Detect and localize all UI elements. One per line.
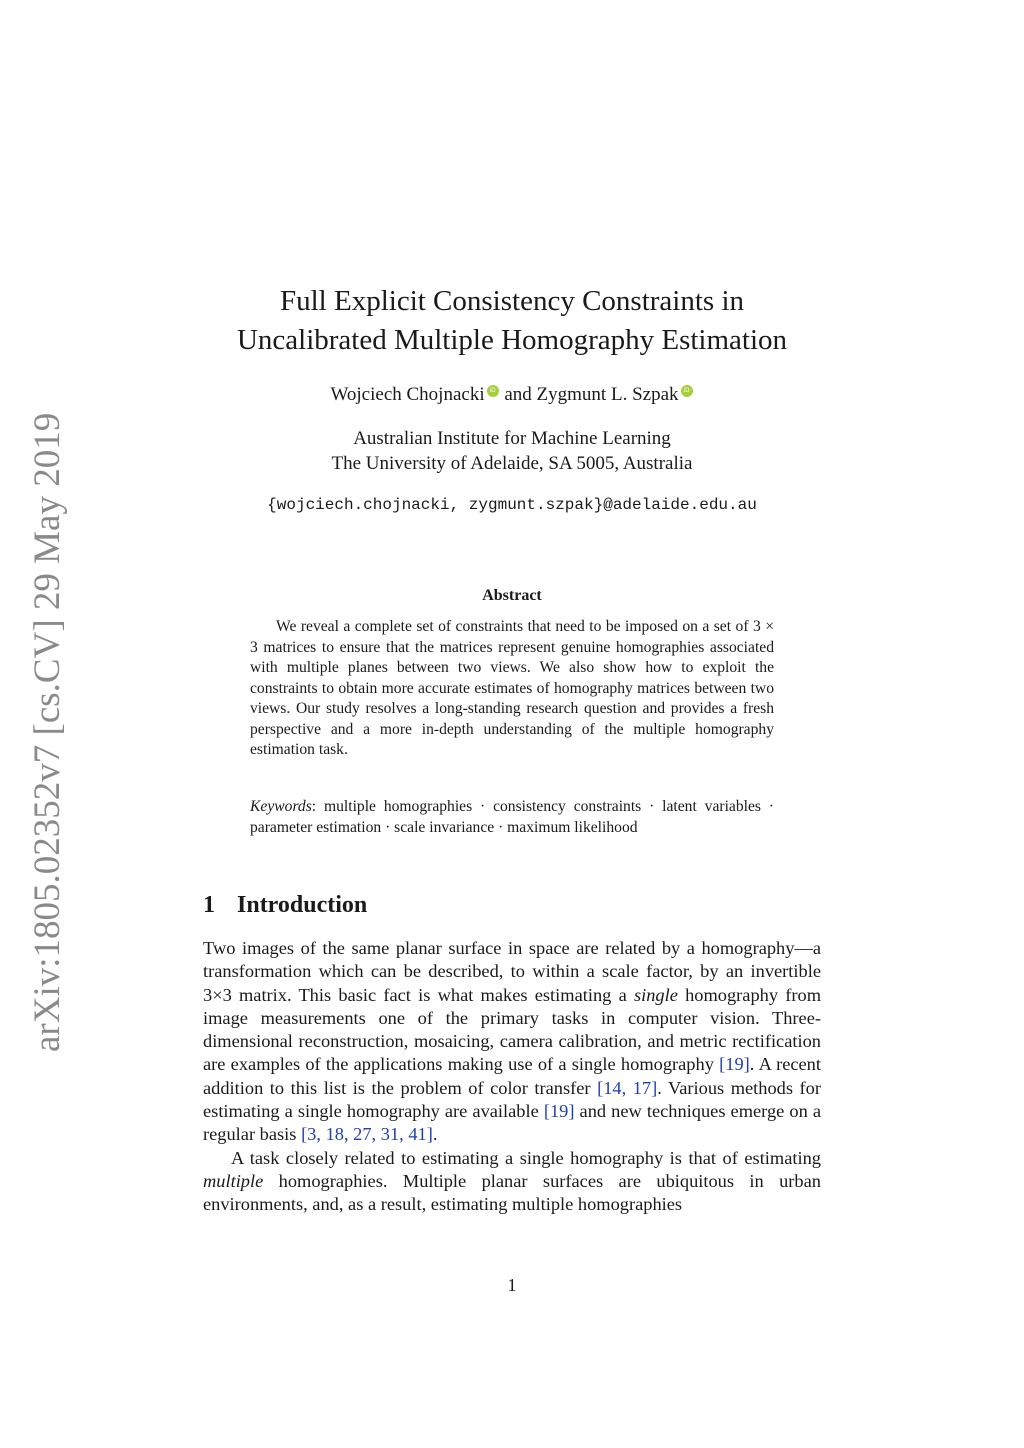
paragraph xyxy=(203,1147,821,1217)
orcid-icon[interactable]: iD xyxy=(487,385,499,397)
citation-link[interactable]: [19] xyxy=(543,1101,575,1122)
author-list xyxy=(130,382,894,408)
citation-link[interactable]: [3, 18, 27, 31, 41] xyxy=(301,1124,433,1145)
abstract-heading: Abstract xyxy=(482,587,542,604)
text-run: A task closely related to estimating a single homography is that of estimating xyxy=(231,1147,821,1168)
abstract-body xyxy=(250,617,774,761)
author-name: Wojciech Chojnacki xyxy=(330,384,485,405)
page-number: 1 xyxy=(507,1275,517,1295)
text-run: and new techniques emerge on a regular basis xyxy=(203,1101,821,1145)
keywords xyxy=(250,797,774,838)
title-line-2: Uncalibrated Multiple Homography Estimation xyxy=(236,324,788,356)
keywords-text: : multiple homographies · consistency constraints · latent variables · parameter estimation · scale invariance · maximum likelihood xyxy=(250,798,774,836)
text-run: homography from image measurements one of the primary tasks in computer vision. Three-dimensional reconstruction, mosaicing, camera calibration, and metric rectification are examples of the applications making use of a single homography xyxy=(203,984,821,1075)
abstract-text: We reveal a complete set of constraints that need to be imposed on a set of 3 × 3 matrices to ensure that the matrices represent genuine homographies associated with multiple planes between two views. We also show how to exploit the constraints to obtain more accurate estimates of homography matrices between two views. Our study resolves a long-standing research question and provides a fresh perspective and a more in-depth understanding of the multiple homography estimation task. xyxy=(250,618,774,758)
paragraph xyxy=(203,937,821,1147)
section-number: 1 xyxy=(203,892,215,918)
emphasis: single xyxy=(633,984,678,1005)
citation-link[interactable]: [14, 17] xyxy=(597,1077,658,1098)
paper-title xyxy=(130,282,894,360)
author-name: Zygmunt L. Szpak xyxy=(536,384,679,405)
text-run: . xyxy=(432,1124,438,1145)
title-line-1: Full Explicit Consistency Constraints in xyxy=(280,285,744,317)
body-text xyxy=(203,937,821,1217)
arxiv-identifier-stamp: arXiv:1805.02352v7 [cs.CV] 29 May 2019 xyxy=(27,412,68,1052)
text-run: . Various methods for estimating a single homography are available xyxy=(203,1077,821,1122)
emphasis: multiple xyxy=(203,1170,264,1191)
affiliation xyxy=(130,426,894,476)
text-run: Two images of the same planar surface in space are related by a homography—a transformation which can be described, to within a scale factor, by an invertible 3×3 matrix. This basic fact is what makes estimating a xyxy=(203,938,821,1005)
affiliation-line-2: The University of Adelaide, SA 5005, Australia xyxy=(331,453,693,474)
section-heading xyxy=(203,890,367,920)
citation-link[interactable]: [19] xyxy=(719,1054,750,1075)
text-run: . A recent addition to this list is the problem of color transfer xyxy=(203,1054,821,1098)
orcid-icon[interactable]: iD xyxy=(681,385,693,397)
section-title: Introduction xyxy=(237,892,368,918)
author-connector: and xyxy=(499,384,537,405)
text-run: homographies. Multiple planar surfaces are ubiquitous in urban environments, and, as a result, estimating multiple homographies xyxy=(203,1170,821,1215)
affiliation-line-1: Australian Institute for Machine Learning xyxy=(353,428,671,449)
keywords-label: Keywords xyxy=(250,798,312,815)
author-emails: {wojciech.chojnacki, zygmunt.szpak}@adelaide.edu.au xyxy=(267,496,757,514)
